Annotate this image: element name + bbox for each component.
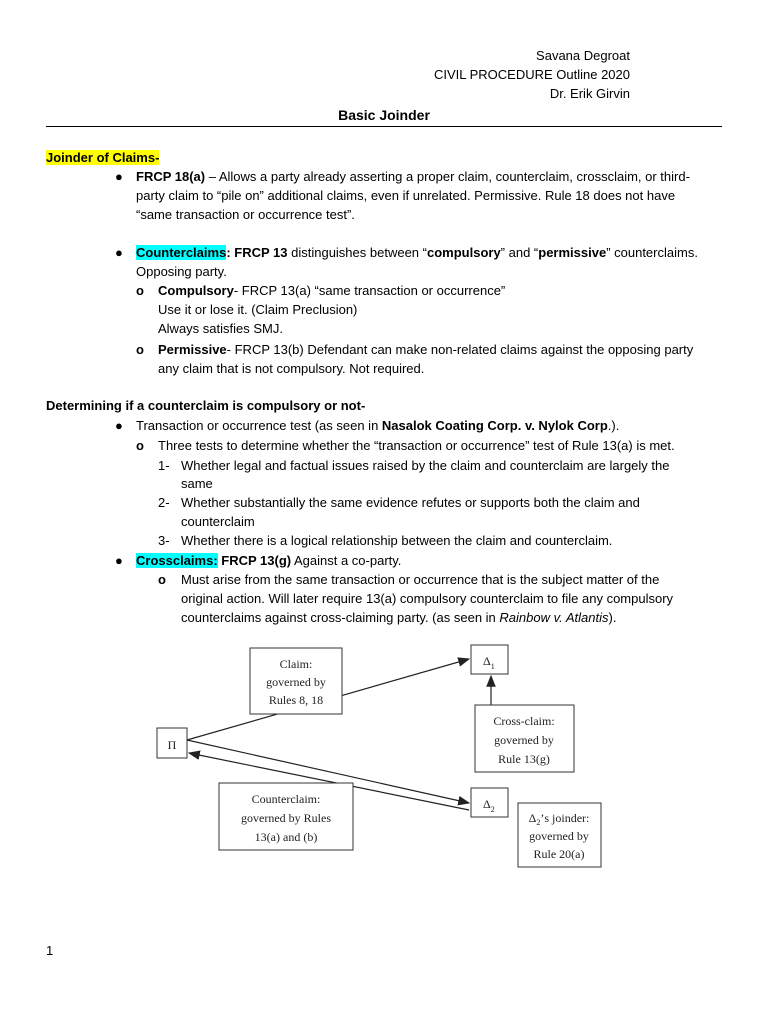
crossclaim-box-line: Cross-claim: bbox=[493, 714, 555, 728]
frcp18-text: – Allows a party already asserting a proper claim, counterclaim, crossclaim, or third- bbox=[205, 169, 690, 184]
joinder-box-line: governed by bbox=[529, 829, 589, 843]
course-title: CIVIL PROCEDURE Outline 2020 bbox=[433, 67, 630, 82]
bullet-dot: ● bbox=[115, 245, 123, 260]
frcp18-line2: party claim to “pile on” additional claims, even if unrelated. Permissive. Rule 18 does not have bbox=[136, 188, 676, 203]
counterclaim-box-line: governed by Rules bbox=[241, 811, 331, 825]
crossclaim-box-line: Rule 13(g) bbox=[498, 752, 550, 766]
test-number: 3- bbox=[158, 533, 170, 548]
author-name: Savana Degroat bbox=[536, 48, 630, 63]
crossclaims-sub-line3a: counterclaims against cross-claiming party. (as seen in bbox=[181, 610, 500, 625]
counterclaims-text-b: ” and “ bbox=[500, 245, 539, 260]
crossclaims-label: Crossclaims: bbox=[136, 553, 218, 568]
counterclaims-colon: : bbox=[226, 245, 231, 260]
compulsory-word: compulsory bbox=[426, 245, 501, 260]
page-title: Basic Joinder bbox=[338, 107, 430, 123]
transaction-text-b: .). bbox=[607, 418, 620, 433]
professor-name: Dr. Erik Girvin bbox=[549, 86, 630, 101]
compulsory-line3: Always satisfies SMJ. bbox=[158, 321, 283, 336]
plaintiff-label: Π bbox=[167, 738, 177, 752]
compulsory-label: Compulsory bbox=[158, 283, 234, 298]
crossclaims-sub-line3b: ). bbox=[608, 610, 617, 625]
test-2-line2: counterclaim bbox=[181, 514, 255, 529]
three-tests-text: Three tests to determine whether the “transaction or occurrence” test of Rule 13(a) is met. bbox=[158, 438, 675, 453]
counterclaim-box-line: 13(a) and (b) bbox=[254, 830, 318, 844]
crossclaims-sub-line2: original action. Will later require 13(a) compulsory counterclaim to file any compulsory bbox=[181, 591, 674, 606]
counterclaims-line2: Opposing party. bbox=[136, 264, 227, 279]
permissive-line2: any claim that is not compulsory. Not required. bbox=[158, 361, 425, 376]
test-number: 2- bbox=[158, 495, 170, 510]
determining-heading: Determining if a counterclaim is compulsory or not- bbox=[46, 398, 366, 413]
frcp13g-label: FRCP 13(g) bbox=[217, 553, 292, 568]
defendant1-label: $\Delta_1$ bbox=[483, 654, 495, 671]
test-3-line1: Whether there is a logical relationship between the claim and counterclaim. bbox=[181, 533, 613, 548]
bullet-dot: ● bbox=[115, 553, 123, 568]
crossclaims-text: Against a co-party. bbox=[291, 553, 402, 568]
frcp13-label: FRCP 13 bbox=[230, 245, 288, 260]
rainbow-case: Rainbow v. Atlantis bbox=[499, 610, 609, 625]
counterclaims-text-c: ” counterclaims. bbox=[606, 245, 698, 260]
test-number: 1- bbox=[158, 458, 170, 473]
compulsory-text: - FRCP 13(a) “same transaction or occurrence” bbox=[233, 283, 506, 298]
sub-bullet-o: o bbox=[158, 572, 166, 587]
permissive-word: permissive bbox=[538, 245, 607, 260]
bullet-dot: ● bbox=[115, 169, 123, 184]
sub-bullet-o: o bbox=[136, 438, 144, 453]
transaction-text-a: Transaction or occurrence test (as seen in bbox=[136, 418, 382, 433]
page-number: 1 bbox=[46, 943, 54, 958]
permissive-text: - FRCP 13(b) Defendant can make non-related claims against the opposing party bbox=[226, 342, 694, 357]
counterclaims-label: Counterclaims bbox=[136, 245, 227, 260]
nasalok-case: Nasalok Coating Corp. v. Nylok Corp bbox=[381, 418, 608, 433]
compulsory-line2: Use it or lose it. (Claim Preclusion) bbox=[158, 302, 358, 317]
frcp18-line3: “same transaction or occurrence test”. bbox=[136, 207, 355, 222]
claim-box-line: governed by bbox=[266, 675, 326, 689]
joinder-claims-heading: Joinder of Claims- bbox=[46, 150, 160, 165]
sub-bullet-o: o bbox=[136, 283, 144, 298]
crossclaim-box-line: governed by bbox=[494, 733, 554, 747]
crossclaims-sub-line1: Must arise from the same transaction or occurrence that is the subject matter of the bbox=[181, 572, 660, 587]
test-2-line1: Whether substantially the same evidence refutes or supports both the claim and bbox=[181, 495, 640, 510]
sub-bullet-o: o bbox=[136, 342, 144, 357]
counterclaims-text-a: distinguishes between “ bbox=[287, 245, 427, 260]
frcp18-label: FRCP 18(a) bbox=[136, 169, 206, 184]
claim-box-line: Claim: bbox=[279, 657, 313, 671]
defendant2-label: $\Delta_2$ bbox=[483, 797, 495, 814]
joinder-box-line: Rule 20(a) bbox=[533, 847, 585, 861]
test-1-line2: same bbox=[181, 476, 213, 491]
bullet-dot: ● bbox=[115, 418, 123, 433]
test-1-line1: Whether legal and factual issues raised by the claim and counterclaim are largely the bbox=[181, 458, 670, 473]
counterclaim-box-line: Counterclaim: bbox=[251, 792, 321, 806]
claim-box-line: Rules 8, 18 bbox=[268, 693, 324, 707]
joinder-box-line: $\Delta_2’s$ joinder: bbox=[528, 811, 590, 827]
permissive-label: Permissive bbox=[158, 342, 227, 357]
